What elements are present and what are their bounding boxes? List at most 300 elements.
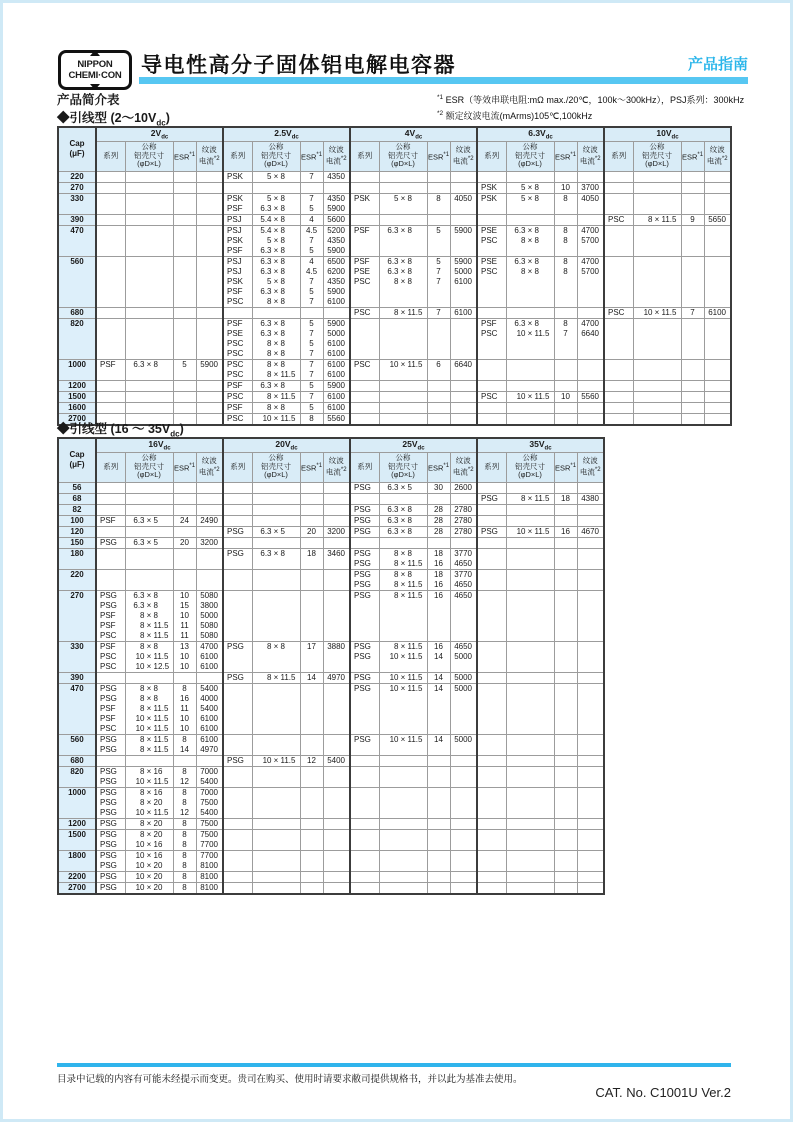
ripple-cell <box>577 641 604 672</box>
esr-cell <box>681 214 704 225</box>
ripple-cell <box>577 493 604 504</box>
series-cell <box>96 755 125 766</box>
ripple-value: 4000 <box>200 693 218 703</box>
ripple-value: 4650 <box>454 558 472 568</box>
subcolumn-header: 公称 铝壳尺寸 (φD×L) <box>252 452 300 482</box>
esr-cell <box>427 829 450 850</box>
subcolumn-header: ESR$^{*1}$ <box>427 141 450 171</box>
table-row <box>58 380 731 391</box>
series-cell <box>96 548 125 569</box>
ripple-cell <box>577 359 604 380</box>
esr-cell <box>427 818 450 829</box>
series-cell <box>223 569 252 590</box>
cap-value: 150 <box>70 537 84 547</box>
esr-value: 18 <box>434 548 443 558</box>
table-row <box>58 359 731 380</box>
product-guide-tag: 产品指南 <box>687 56 748 73</box>
esr-cell <box>554 182 577 193</box>
ripple-value: 7000 <box>200 766 218 776</box>
size-value: 10 × 11.5 <box>135 776 169 786</box>
ripple-cell <box>450 766 477 787</box>
esr-value: 5 <box>309 402 314 412</box>
esr-value: 7 <box>309 193 314 203</box>
voltage-header-row <box>58 438 604 452</box>
ripple-value: 6100 <box>327 402 345 412</box>
esr-cell <box>427 787 450 818</box>
size-cell <box>379 734 427 755</box>
esr-value: 8 <box>182 860 187 870</box>
ripple-value: 6100 <box>200 651 218 661</box>
size-value: 6.3 × 8 <box>260 380 285 390</box>
cap-column-header: Cap (μF) <box>58 127 96 171</box>
series-cell <box>96 850 125 871</box>
page-title: 导电性高分子固体铝电解电容器 <box>141 54 456 77</box>
size-cell <box>125 672 173 683</box>
ripple-value: 3880 <box>327 641 345 651</box>
esr-cell <box>300 318 323 359</box>
esr-value: 5 <box>436 256 441 266</box>
size-cell <box>379 755 427 766</box>
size-cell <box>633 318 681 359</box>
subcolumn-header: 系列 <box>350 452 379 482</box>
series-value: PSG <box>354 579 371 589</box>
size-cell <box>506 307 554 318</box>
size-cell <box>379 515 427 526</box>
ripple-cell <box>577 829 604 850</box>
ripple-cell <box>196 766 223 787</box>
series-cell <box>96 193 125 214</box>
esr-value: 8 <box>182 683 187 693</box>
subcolumn-header: 纹波 电流$^{*2}$ <box>323 452 350 482</box>
esr-cell <box>300 766 323 787</box>
esr-cell <box>554 504 577 515</box>
series-cell <box>223 683 252 734</box>
series-cell <box>477 391 506 402</box>
series-cell <box>96 256 125 307</box>
esr-cell <box>681 359 704 380</box>
spec-table-1 <box>57 437 605 895</box>
esr-cell <box>427 526 450 537</box>
subcolumn-header-row <box>58 141 731 171</box>
series-cell <box>350 683 379 734</box>
table-row <box>58 391 731 402</box>
cap-value: 1000 <box>68 787 86 797</box>
size-value: 6.3 × 8 <box>387 515 412 525</box>
ripple-cell <box>196 850 223 871</box>
ripple-value: 7500 <box>200 829 218 839</box>
ripple-value: 5900 <box>454 225 472 235</box>
ripple-cell <box>196 787 223 818</box>
ripple-value: 2780 <box>454 504 472 514</box>
esr-cell <box>554 359 577 380</box>
size-value: 10 × 11.5 <box>389 734 423 744</box>
table-row <box>58 882 604 894</box>
esr-cell <box>173 515 196 526</box>
cap-value-cell <box>58 871 96 882</box>
series-value: PSG <box>100 829 117 839</box>
series-cell <box>96 734 125 755</box>
ripple-cell <box>450 225 477 256</box>
series-cell <box>350 850 379 871</box>
series-value: PSC <box>227 338 244 348</box>
esr-value: 10 <box>180 651 189 661</box>
size-cell <box>252 537 300 548</box>
series-value: PSJ <box>227 214 242 224</box>
subcolumn-header: ESR$^{*1}$ <box>173 452 196 482</box>
ripple-cell <box>450 193 477 214</box>
esr-value: 16 <box>434 590 443 600</box>
table-row <box>58 182 731 193</box>
esr-cell <box>427 734 450 755</box>
size-value: 6.3 × 8 <box>260 328 285 338</box>
series-cell <box>350 641 379 672</box>
esr-cell <box>300 359 323 380</box>
ripple-cell <box>323 850 350 871</box>
size-cell <box>506 755 554 766</box>
esr-cell <box>554 171 577 182</box>
ripple-cell <box>196 734 223 755</box>
esr-cell <box>554 193 577 214</box>
ripple-cell <box>450 214 477 225</box>
size-cell <box>252 548 300 569</box>
series-value: PSC <box>608 214 625 224</box>
size-cell <box>125 504 173 515</box>
series-cell <box>604 307 633 318</box>
series-cell <box>350 193 379 214</box>
esr-cell <box>173 850 196 871</box>
esr-value: 5 <box>309 245 314 255</box>
esr-cell <box>681 225 704 256</box>
esr-cell <box>427 307 450 318</box>
series-cell <box>477 225 506 256</box>
esr-cell <box>300 380 323 391</box>
ripple-cell <box>196 493 223 504</box>
ripple-cell <box>450 672 477 683</box>
esr-cell <box>173 672 196 683</box>
series-cell <box>223 882 252 894</box>
size-cell <box>125 548 173 569</box>
size-cell <box>252 569 300 590</box>
table-caption: ◆引线型 $(2\sim 10V_{dc})$ <box>57 111 170 128</box>
series-cell <box>223 402 252 413</box>
esr-cell <box>173 318 196 359</box>
size-value: 5 × 8 <box>267 276 285 286</box>
esr-cell <box>300 214 323 225</box>
series-value: PSG <box>354 482 371 492</box>
size-cell <box>125 402 173 413</box>
esr-cell <box>427 171 450 182</box>
series-value: PSG <box>354 558 371 568</box>
size-value: 6.3 × 5 <box>133 537 158 547</box>
size-cell <box>379 256 427 307</box>
cap-value: 1200 <box>68 380 86 390</box>
size-cell <box>379 641 427 672</box>
esr-cell <box>300 787 323 818</box>
series-cell <box>477 171 506 182</box>
voltage-header-2.5Vdc: $2.5V_{dc}$ <box>223 127 350 141</box>
ripple-cell <box>450 359 477 380</box>
ripple-value: 4970 <box>200 744 218 754</box>
esr-value: 4 <box>309 214 314 224</box>
voltage-header-35Vdc: $35V_{dc}$ <box>477 438 604 452</box>
cap-value: 820 <box>70 766 84 776</box>
size-cell <box>379 590 427 641</box>
size-cell <box>252 391 300 402</box>
ripple-value: 4350 <box>327 171 345 181</box>
esr-cell <box>173 683 196 734</box>
series-cell <box>350 818 379 829</box>
size-cell <box>125 193 173 214</box>
size-cell <box>379 402 427 413</box>
size-value: 6.3 × 8 <box>260 548 285 558</box>
table-row <box>58 641 604 672</box>
series-cell <box>350 548 379 569</box>
ripple-value: 5650 <box>708 214 726 224</box>
size-cell <box>125 569 173 590</box>
ripple-cell <box>196 672 223 683</box>
ripple-cell <box>450 818 477 829</box>
size-value: 8 × 11.5 <box>394 641 423 651</box>
cap-value-cell <box>58 755 96 766</box>
size-cell <box>633 182 681 193</box>
esr-cell <box>681 256 704 307</box>
esr-cell <box>173 402 196 413</box>
ripple-value: 2600 <box>454 482 472 492</box>
ripple-value: 4650 <box>454 641 472 651</box>
esr-value: 5 <box>182 359 187 369</box>
ripple-value: 4650 <box>454 590 472 600</box>
voltage-header-10Vdc: $10V_{dc}$ <box>604 127 731 141</box>
series-cell <box>96 569 125 590</box>
ripple-value: 4050 <box>581 193 599 203</box>
series-cell <box>223 171 252 182</box>
ripple-cell <box>196 526 223 537</box>
ripple-cell <box>577 871 604 882</box>
series-cell <box>223 818 252 829</box>
ripple-value: 4350 <box>327 276 345 286</box>
series-cell <box>477 402 506 413</box>
size-cell <box>379 672 427 683</box>
esr-cell <box>427 850 450 871</box>
size-cell <box>125 380 173 391</box>
series-cell <box>350 307 379 318</box>
ripple-cell <box>196 829 223 850</box>
voltage-header-16Vdc: $16V_{dc}$ <box>96 438 223 452</box>
series-value: PSG <box>481 493 498 503</box>
size-cell <box>125 850 173 871</box>
ripple-cell <box>196 402 223 413</box>
series-value: PSF <box>227 402 243 412</box>
cap-value: 270 <box>70 182 84 192</box>
series-cell <box>96 515 125 526</box>
series-cell <box>477 482 506 493</box>
series-cell <box>96 318 125 359</box>
ripple-value: 4700 <box>581 318 599 328</box>
esr-value: 8 <box>182 797 187 807</box>
subcolumn-header: ESR$^{*1}$ <box>554 452 577 482</box>
series-cell <box>477 871 506 882</box>
series-cell <box>223 850 252 871</box>
size-value: 8 × 8 <box>394 276 412 286</box>
cap-value: 1000 <box>68 359 86 369</box>
series-cell <box>96 182 125 193</box>
size-value: 6.3 × 8 <box>514 318 539 328</box>
size-cell <box>506 548 554 569</box>
series-cell <box>223 413 252 425</box>
ripple-cell <box>323 307 350 318</box>
cap-value-cell <box>58 402 96 413</box>
series-cell <box>223 391 252 402</box>
size-cell <box>125 787 173 818</box>
esr-cell <box>427 766 450 787</box>
ripple-cell <box>196 548 223 569</box>
ripple-cell <box>450 850 477 871</box>
ripple-cell <box>196 569 223 590</box>
series-value: PSF <box>100 359 116 369</box>
size-value: 8 × 11.5 <box>648 214 677 224</box>
ripple-value: 5400 <box>327 755 345 765</box>
ripple-cell <box>323 171 350 182</box>
series-value: PSC <box>100 630 117 640</box>
size-cell <box>125 307 173 318</box>
cap-value-cell <box>58 307 96 318</box>
size-cell <box>125 882 173 894</box>
series-cell <box>604 391 633 402</box>
ripple-cell <box>196 214 223 225</box>
size-value: 5 × 8 <box>394 193 412 203</box>
esr-cell <box>427 871 450 882</box>
size-value: 10 × 11.5 <box>516 526 550 536</box>
size-cell <box>125 683 173 734</box>
series-cell <box>350 402 379 413</box>
ripple-value: 5900 <box>327 286 345 296</box>
table-row <box>58 569 604 590</box>
size-cell <box>506 171 554 182</box>
subcolumn-header: 系列 <box>350 141 379 171</box>
esr-cell <box>554 318 577 359</box>
ripple-value: 8100 <box>200 882 218 892</box>
series-value: PSE <box>354 266 371 276</box>
subcolumn-header: 公称 铝壳尺寸 (φD×L) <box>379 452 427 482</box>
size-value: 8 × 11.5 <box>267 391 296 401</box>
series-cell <box>223 493 252 504</box>
series-cell <box>604 225 633 256</box>
series-cell <box>96 590 125 641</box>
esr-cell <box>427 672 450 683</box>
ripple-cell <box>323 493 350 504</box>
esr-value: 10 <box>561 182 570 192</box>
esr-value: 28 <box>434 515 443 525</box>
series-value: PSC <box>481 391 498 401</box>
ripple-cell <box>704 413 731 425</box>
esr-value: 14 <box>180 744 189 754</box>
footnote-1: $^{*1}$ ESR（等效串联电阻:mΩ max./20℃，100k～300kHz），PSJ系列：300kHz <box>437 94 745 105</box>
esr-cell <box>427 755 450 766</box>
series-cell <box>350 734 379 755</box>
size-value: 6.3 × 5 <box>387 482 412 492</box>
series-cell <box>477 413 506 425</box>
esr-cell <box>427 590 450 641</box>
series-cell <box>604 214 633 225</box>
ripple-value: 3770 <box>454 548 472 558</box>
cap-value-cell <box>58 537 96 548</box>
series-value: PSF <box>354 225 370 235</box>
esr-cell <box>173 548 196 569</box>
esr-cell <box>427 493 450 504</box>
ripple-value: 6500 <box>327 256 345 266</box>
cap-value: 180 <box>70 548 84 558</box>
esr-cell <box>554 850 577 871</box>
esr-cell <box>173 182 196 193</box>
size-cell <box>506 504 554 515</box>
series-cell <box>350 766 379 787</box>
subcolumn-header-row <box>58 452 604 482</box>
ripple-cell <box>704 193 731 214</box>
size-cell <box>379 182 427 193</box>
size-cell <box>506 537 554 548</box>
series-value: PSG <box>100 744 117 754</box>
ripple-cell <box>704 380 731 391</box>
ripple-cell <box>450 526 477 537</box>
ripple-value: 4350 <box>327 193 345 203</box>
esr-cell <box>300 171 323 182</box>
esr-cell <box>554 548 577 569</box>
esr-cell <box>173 787 196 818</box>
esr-value: 10 <box>180 610 189 620</box>
series-cell <box>350 318 379 359</box>
esr-value: 8 <box>182 818 187 828</box>
esr-cell <box>427 182 450 193</box>
size-cell <box>252 766 300 787</box>
ripple-value: 6100 <box>454 276 472 286</box>
cap-value: 2200 <box>68 871 86 881</box>
esr-cell <box>300 683 323 734</box>
esr-cell <box>173 526 196 537</box>
size-cell <box>125 182 173 193</box>
esr-cell <box>173 380 196 391</box>
size-cell <box>252 590 300 641</box>
series-cell <box>350 515 379 526</box>
ripple-cell <box>196 755 223 766</box>
series-value: PSG <box>100 797 117 807</box>
esr-cell <box>681 318 704 359</box>
ripple-value: 5600 <box>327 214 345 224</box>
series-cell <box>477 734 506 755</box>
ripple-value: 7700 <box>200 839 218 849</box>
voltage-header-20Vdc: $20V_{dc}$ <box>223 438 350 452</box>
esr-cell <box>300 526 323 537</box>
cap-value: 1200 <box>68 818 86 828</box>
cap-value: 820 <box>70 318 84 328</box>
size-value: 10 × 11.5 <box>516 391 550 401</box>
ripple-cell <box>323 871 350 882</box>
size-cell <box>252 734 300 755</box>
table-row <box>58 214 731 225</box>
size-value: 8 × 11.5 <box>394 558 423 568</box>
series-cell <box>96 766 125 787</box>
esr-cell <box>300 182 323 193</box>
series-cell <box>96 787 125 818</box>
ripple-cell <box>196 641 223 672</box>
series-cell <box>477 829 506 850</box>
esr-cell <box>427 504 450 515</box>
ripple-cell <box>450 569 477 590</box>
ripple-cell <box>196 182 223 193</box>
ripple-cell <box>577 590 604 641</box>
size-cell <box>506 214 554 225</box>
series-value: PSG <box>227 526 244 536</box>
table-row <box>58 755 604 766</box>
